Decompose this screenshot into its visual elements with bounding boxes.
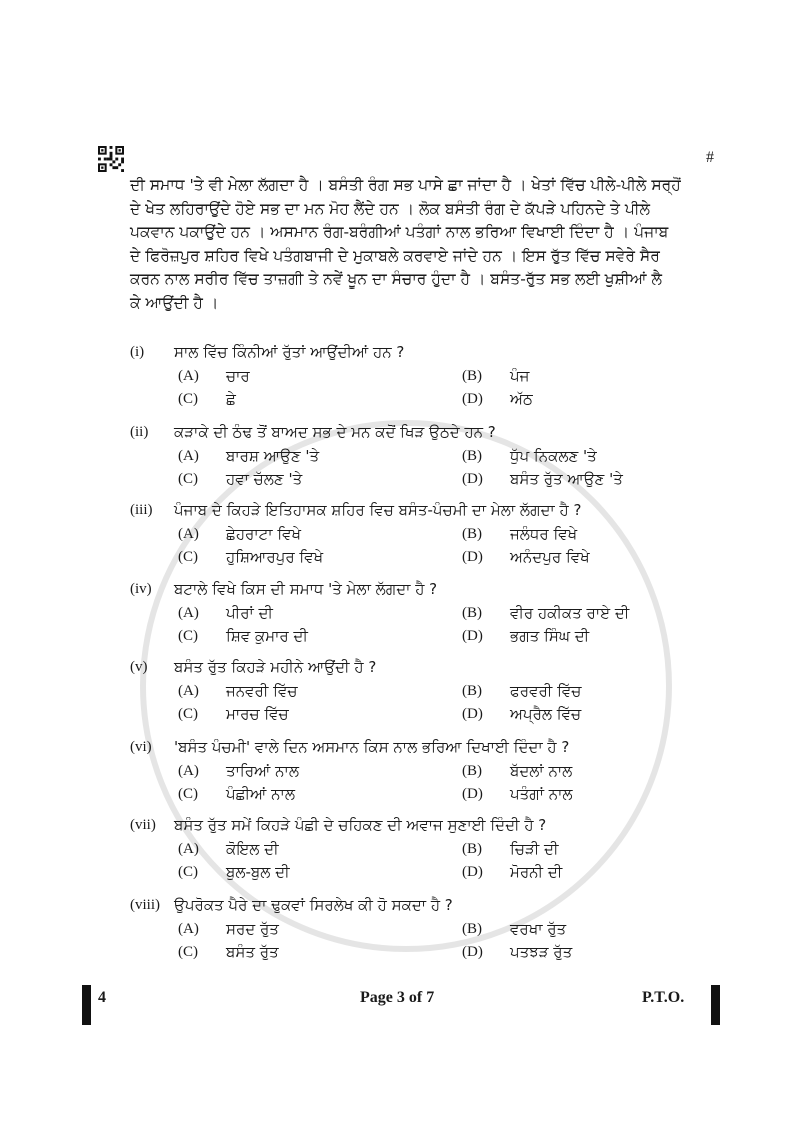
- option-text: ਪਤਝੜ ਰੁੱਤ: [510, 943, 573, 961]
- option-text: ਧੁੱਪ ਨਿਕਲਣ 'ਤੇ: [510, 447, 597, 465]
- option-label: (A): [178, 368, 199, 384]
- option-text: ਛੇ: [226, 390, 236, 408]
- question-text: ਸਾਲ ਵਿੱਚ ਕਿੰਨੀਆਂ ਰੁੱਤਾਂ ਆਉਂਦੀਆਂ ਹਨ ?: [174, 343, 405, 361]
- option-label: (C): [178, 706, 198, 722]
- question-number: (iii): [130, 502, 153, 518]
- question-header: [130, 656, 690, 679]
- option-label: (B): [462, 368, 482, 384]
- passage-line: ਦੇ ਖੇਤ ਲਹਿਰਾਉਂਦੇ ਹੋਏ ਸਭ ਦਾ ਮਨ ਮੋਹ ਲੈਂਦੇ ਹਨ । ਲੋਕ ਬਸੰਤੀ ਰੰਗ ਦੇ ਕੱਪੜੇ ਪਹਿਨਦੇ ਤੇ ਪੀਲੇ: [130, 199, 651, 218]
- passage-line: ਦੇ ਫਿਰੋਜ਼ਪੁਰ ਸ਼ਹਿਰ ਵਿਖੇ ਪਤੰਗਬਾਜੀ ਦੇ ਮੁਕਾਬਲੇ ਕਰਵਾਏ ਜਾਂਦੇ ਹਨ । ਇਸ ਰੁੱਤ ਵਿੱਚ ਸਵੇਰੇ ਸੈਰ: [130, 246, 660, 265]
- option-text: ਸ਼ਿਵ ਕੁਮਾਰ ਦੀ: [226, 627, 308, 645]
- question-text: ਬਟਾਲੇ ਵਿਖੇ ਕਿਸ ਦੀ ਸਮਾਧ 'ਤੇ ਮੇਲਾ ਲੱਗਦਾ ਹੈ ?: [174, 580, 438, 598]
- question-number: (vii): [130, 817, 156, 833]
- option-label: (C): [178, 786, 198, 802]
- question-block: [130, 736, 690, 803]
- question-text: ਪੰਜਾਬ ਦੇ ਕਿਹੜੇ ਇਤਿਹਾਸਕ ਸ਼ਹਿਰ ਵਿਚ ਬਸੰਤ-ਪੰਚਮੀ ਦਾ ਮੇਲਾ ਲੱਗਦਾ ਹੈ ?: [174, 501, 582, 519]
- option-text: ਛੇਹਰਾਟਾ ਵਿਖੇ: [226, 525, 302, 543]
- option-label: (D): [462, 786, 483, 802]
- option-text: ਬਾਰਸ਼ ਆਉਣ 'ਤੇ: [226, 447, 320, 465]
- option-text: ਪਤੰਗਾਂ ਨਾਲ: [510, 785, 573, 803]
- option-label: (A): [178, 763, 199, 779]
- question-block: [130, 814, 690, 881]
- option-text: ਕੋਇਲ ਦੀ: [226, 840, 279, 858]
- option-label: (C): [178, 944, 198, 960]
- option-text: ਭਗਤ ਸਿੰਘ ਦੀ: [510, 627, 590, 645]
- option-text: ਮਾਰਚ ਵਿੱਚ: [226, 705, 289, 723]
- option-label: (C): [178, 471, 198, 487]
- footer-pto: P.T.O.: [642, 989, 685, 1006]
- option-text: ਤਾਰਿਆਂ ਨਾਲ: [226, 762, 299, 780]
- passage: [130, 174, 706, 316]
- question-number: (iv): [130, 581, 152, 597]
- question-block: [130, 656, 690, 723]
- question-header: [130, 894, 690, 917]
- footer-bar-right: [711, 985, 720, 1025]
- question-header: [130, 341, 690, 364]
- option-label: (B): [462, 683, 482, 699]
- question-text: ਕੜਾਕੇ ਦੀ ਠੰਢ ਤੋਂ ਬਾਅਦ ਸਭ ਦੇ ਮਨ ਕਦੋਂ ਖਿੜ ਉਠਦੇ ਹਨ ?: [174, 423, 496, 441]
- option-text: ਅੱਠ: [510, 390, 533, 408]
- question-block: [130, 578, 690, 645]
- option-text: ਪੀਰਾਂ ਦੀ: [226, 604, 273, 622]
- question-header: [130, 421, 690, 444]
- option-label: (A): [178, 605, 199, 621]
- option-label: (C): [178, 628, 198, 644]
- option-label: (B): [462, 526, 482, 542]
- question-header: [130, 736, 690, 759]
- option-label: (D): [462, 944, 483, 960]
- option-label: (D): [462, 706, 483, 722]
- option-label: (A): [178, 526, 199, 542]
- question-number: (vi): [130, 739, 152, 755]
- passage-line: ਕੇ ਆਉਂਦੀ ਹੈ ।: [130, 293, 219, 312]
- option-text: ਬੁਲ-ਬੁਲ ਦੀ: [226, 863, 290, 881]
- option-text: ਚਾਰ: [226, 367, 250, 385]
- option-text: ਵੀਰ ਹਕੀਕਤ ਰਾਏ ਦੀ: [510, 604, 630, 622]
- option-label: (D): [462, 471, 483, 487]
- option-text: ਬੱਦਲਾਂ ਨਾਲ: [510, 762, 573, 780]
- passage-line: ਦੀ ਸਮਾਧ 'ਤੇ ਵੀ ਮੇਲਾ ਲੱਗਦਾ ਹੈ । ਬਸੰਤੀ ਰੰਗ ਸਭ ਪਾਸੇ ਛਾ ਜਾਂਦਾ ਹੈ । ਖੇਤਾਂ ਵਿੱਚ ਪੀਲੇ-ਪੀਲੇ ਸਰ੍ਹੋਂ: [130, 176, 681, 194]
- passage-line: ਪਕਵਾਨ ਪਕਾਉਂਦੇ ਹਨ । ਅਸਮਾਨ ਰੰਗ-ਬਰੰਗੀਆਂ ਪਤੰਗਾਂ ਨਾਲ ਭਰਿਆ ਵਿਖਾਈ ਦਿੰਦਾ ਹੈ । ਪੰਜਾਬ: [130, 223, 669, 242]
- question-number: (viii): [130, 897, 160, 913]
- passage-line: ਕਰਨ ਨਾਲ ਸਰੀਰ ਵਿੱਚ ਤਾਜ਼ਗੀ ਤੇ ਨਵੇਂ ਖੂਨ ਦਾ ਸੰਚਾਰ ਹੁੰਦਾ ਹੈ । ਬਸੰਤ-ਰੁੱਤ ਸਭ ਲਈ ਖੁਸ਼ੀਆਂ ਲੈ: [130, 270, 662, 289]
- option-label: (C): [178, 549, 198, 565]
- option-label: (D): [462, 864, 483, 880]
- question-block: [130, 421, 690, 488]
- option-label: (D): [462, 628, 483, 644]
- option-label: (B): [462, 841, 482, 857]
- option-text: ਜਨਵਰੀ ਵਿੱਚ: [226, 682, 298, 700]
- option-label: (B): [462, 763, 482, 779]
- option-label: (C): [178, 864, 198, 880]
- option-label: (B): [462, 448, 482, 464]
- question-block: [130, 894, 690, 961]
- option-text: ਹਵਾ ਚੱਲਣ 'ਤੇ: [226, 470, 303, 488]
- option-label: (A): [178, 683, 199, 699]
- option-text: ਬਸੰਤ ਰੁੱਤ: [226, 943, 279, 961]
- option-label: (B): [462, 921, 482, 937]
- option-text: ਬਸੰਤ ਰੁੱਤ ਆਉਣ 'ਤੇ: [510, 470, 623, 488]
- option-text: ਫਰਵਰੀ ਵਿੱਚ: [510, 682, 582, 700]
- footer-number: 4: [98, 989, 106, 1006]
- option-label: (C): [178, 391, 198, 407]
- option-text: ਪੰਜ: [510, 367, 530, 385]
- option-label: (D): [462, 549, 483, 565]
- question-number: (i): [130, 344, 145, 360]
- question-number: (ii): [130, 424, 149, 440]
- question-text: ਬਸੰਤ ਰੁੱਤ ਸਮੇਂ ਕਿਹੜੇ ਪੰਛੀ ਦੇ ਚਹਿਕਣ ਦੀ ਅਵਾਜ ਸੁਣਾਈ ਦਿੰਦੀ ਹੈ ?: [174, 816, 547, 834]
- option-text: ਜਲੰਧਰ ਵਿਖੇ: [510, 525, 578, 543]
- option-text: ਹੁਸ਼ਿਆਰਪੁਰ ਵਿਖੇ: [226, 548, 324, 566]
- question-text: 'ਬਸੰਤ ਪੰਚਮੀ' ਵਾਲੇ ਦਿਨ ਅਸਮਾਨ ਕਿਸ ਨਾਲ ਭਰਿਆ ਦਿਖਾਈ ਦਿੰਦਾ ਹੈ ?: [174, 738, 570, 756]
- question-text: ਬਸੰਤ ਰੁੱਤ ਕਿਹੜੇ ਮਹੀਨੇ ਆਉਂਦੀ ਹੈ ?: [174, 658, 377, 676]
- page-footer: [0, 987, 800, 1027]
- option-label: (A): [178, 921, 199, 937]
- option-text: ਪੰਛੀਆਂ ਨਾਲ: [226, 785, 295, 803]
- option-text: ਵਰਖਾ ਰੁੱਤ: [510, 920, 567, 938]
- header-mark: #: [706, 149, 714, 166]
- question-text: ਉਪਰੋਕਤ ਪੈਰੇ ਦਾ ਢੁਕਵਾਂ ਸਿਰਲੇਖ ਕੀ ਹੋ ਸਕਦਾ ਹੈ ?: [174, 896, 453, 914]
- option-text: ਅਪ੍ਰੈਲ ਵਿੱਚ: [510, 705, 582, 723]
- option-text: ਮੋਰਨੀ ਦੀ: [510, 863, 563, 881]
- question-block: [130, 499, 690, 566]
- footer-page: Page 3 of 7: [360, 989, 435, 1006]
- question-header: [130, 814, 690, 837]
- question-number: (v): [130, 659, 148, 675]
- option-label: (D): [462, 391, 483, 407]
- question-header: [130, 499, 690, 522]
- option-label: (A): [178, 448, 199, 464]
- question-header: [130, 578, 690, 601]
- footer-bar-left: [82, 985, 91, 1025]
- qr-code-icon: [98, 146, 124, 172]
- option-text: ਸਰਦ ਰੁੱਤ: [226, 920, 279, 938]
- option-text: ਚਿੜੀ ਦੀ: [510, 840, 559, 858]
- question-block: [130, 341, 690, 408]
- option-label: (B): [462, 605, 482, 621]
- option-label: (A): [178, 841, 199, 857]
- option-text: ਅਨੰਦਪੁਰ ਵਿਖੇ: [510, 548, 590, 566]
